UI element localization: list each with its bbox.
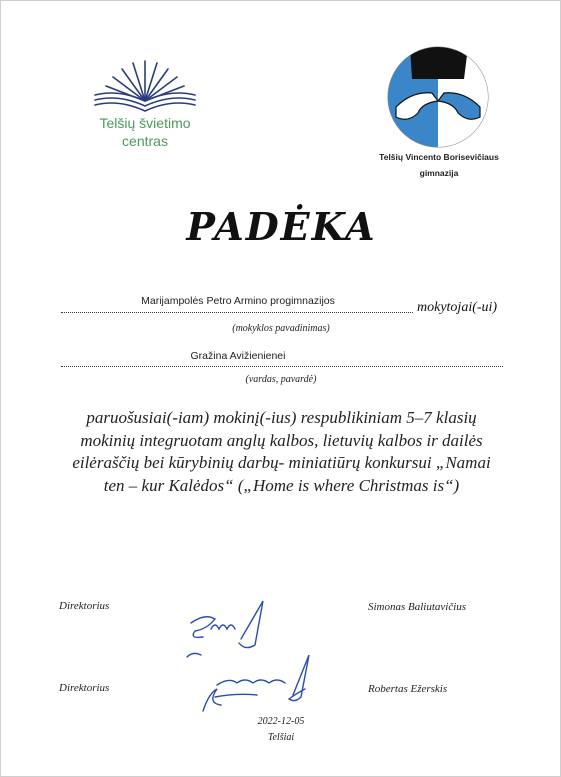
person-name-value: Gražina Avižienienei	[190, 350, 286, 362]
school-name-value: Marijampolės Petro Armino progimnazijos	[141, 295, 335, 307]
signature-2-name: Robertas Ežerskis	[368, 683, 448, 695]
logo-left-line1: Telšių švietimo	[99, 115, 191, 131]
open-book-icon	[89, 53, 201, 113]
gimnazija-logo	[382, 43, 494, 151]
logo-left-line2: centras	[122, 133, 168, 149]
certificate-body: paruošusiai(-iam) mokinį(-ius) respublikiniam 5–7 klasių mokinių integruotam anglų kalbos, lietuvių kalbos ir dailės eilėraščių bei kūrybinių darbų- miniatiūrų konkursui „Namai ten – kur Kalėdos“ („Home is where Christmas is“)	[72, 408, 491, 495]
school-caption: (mokyklos pavadinimas)	[232, 323, 330, 334]
hands-emblem-icon	[382, 43, 494, 151]
person-caption: (vardas, pavardė)	[245, 374, 317, 385]
telsiu-svietimo-centras-logo	[89, 53, 201, 163]
signature-2-role: Direktorius	[59, 682, 110, 694]
certificate-title: PADĖKA	[186, 204, 377, 249]
logo-right-line1: Telšių Vincento Borisevičiaus	[379, 152, 499, 162]
signature-1-role: Direktorius	[59, 600, 110, 612]
school-name-line	[61, 312, 413, 313]
person-name-line	[61, 366, 503, 367]
certificate-place: Telšiai	[267, 732, 295, 743]
school-suffix: mokytojai(-ui)	[417, 300, 498, 315]
certificate-date: 2022-12-05	[257, 716, 305, 727]
handwritten-signature-2	[197, 649, 317, 719]
signature-1-name: Simonas Baliutavičius	[368, 601, 467, 613]
logo-right-line2: gimnazija	[419, 168, 459, 178]
